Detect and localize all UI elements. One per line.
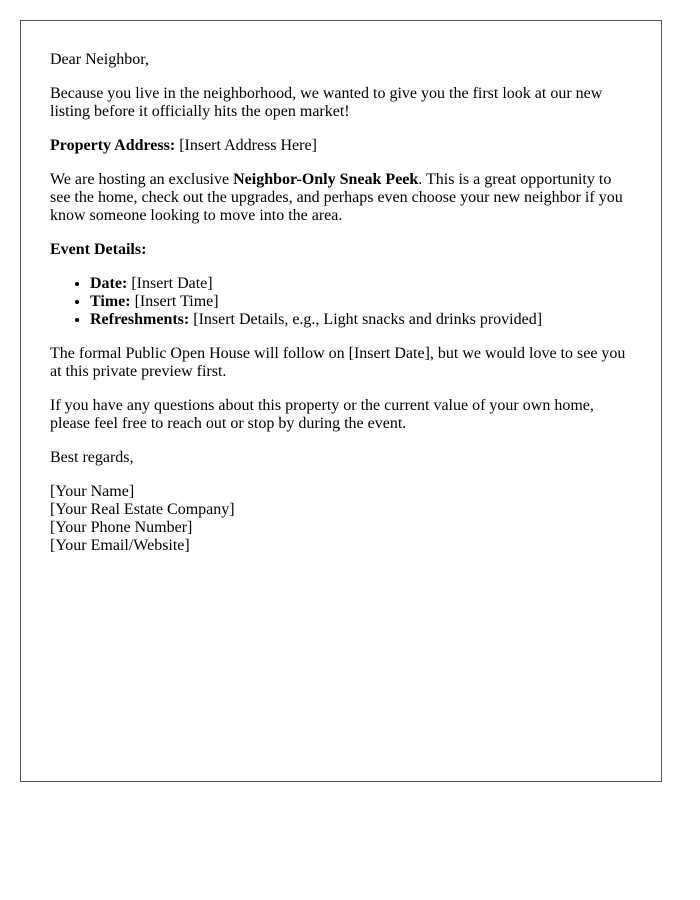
- sneak-peek-highlight: Neighbor-Only Sneak Peek: [233, 171, 419, 188]
- invite-text-start: We are hosting an exclusive: [50, 171, 234, 188]
- property-address-label: Property Address:: [50, 137, 176, 154]
- questions-paragraph: If you have any questions about this property or the current value of your own home, please feel free to reach out or stop by during the event.: [50, 397, 594, 432]
- event-item-label: Time:: [90, 293, 131, 310]
- signature-email-website: [Your Email/Website]: [50, 537, 190, 554]
- event-refreshments-item: [90, 311, 635, 329]
- invite-text-end: . This is a great opportunity to see the home, check out the upgrades, and perhaps even choose your new neighbor if you know someone looking to move into the area.: [50, 171, 623, 224]
- closing: Best regards,: [50, 449, 134, 466]
- signature-phone: [Your Phone Number]: [50, 519, 193, 536]
- event-item-label: Refreshments:: [90, 311, 190, 328]
- event-time-item: [90, 293, 635, 311]
- letter-body: [50, 51, 635, 571]
- event-item-label: Date:: [90, 275, 128, 292]
- letter-page: [20, 20, 662, 782]
- property-address-line: [50, 137, 635, 155]
- property-address-value: [Insert Address Here]: [179, 137, 317, 154]
- event-details-list: [50, 275, 635, 329]
- invite-paragraph: [50, 171, 635, 225]
- intro-paragraph: Because you live in the neighborhood, we wanted to give you the first look at our new listing before it officially hits the open market!: [50, 85, 603, 120]
- signature-block: [50, 483, 635, 555]
- event-date-item: [90, 275, 635, 293]
- signature-company: [Your Real Estate Company]: [50, 501, 235, 518]
- event-item-value: [Insert Date]: [131, 275, 213, 292]
- event-item-value: [Insert Details, e.g., Light snacks and drinks provided]: [193, 311, 543, 328]
- followup-paragraph: The formal Public Open House will follow on [Insert Date], but we would love to see you at this private preview first.: [50, 345, 626, 380]
- event-details-heading: Event Details:: [50, 241, 147, 258]
- event-item-value: [Insert Time]: [134, 293, 219, 310]
- greeting: Dear Neighbor,: [50, 51, 149, 68]
- signature-name: [Your Name]: [50, 483, 135, 500]
